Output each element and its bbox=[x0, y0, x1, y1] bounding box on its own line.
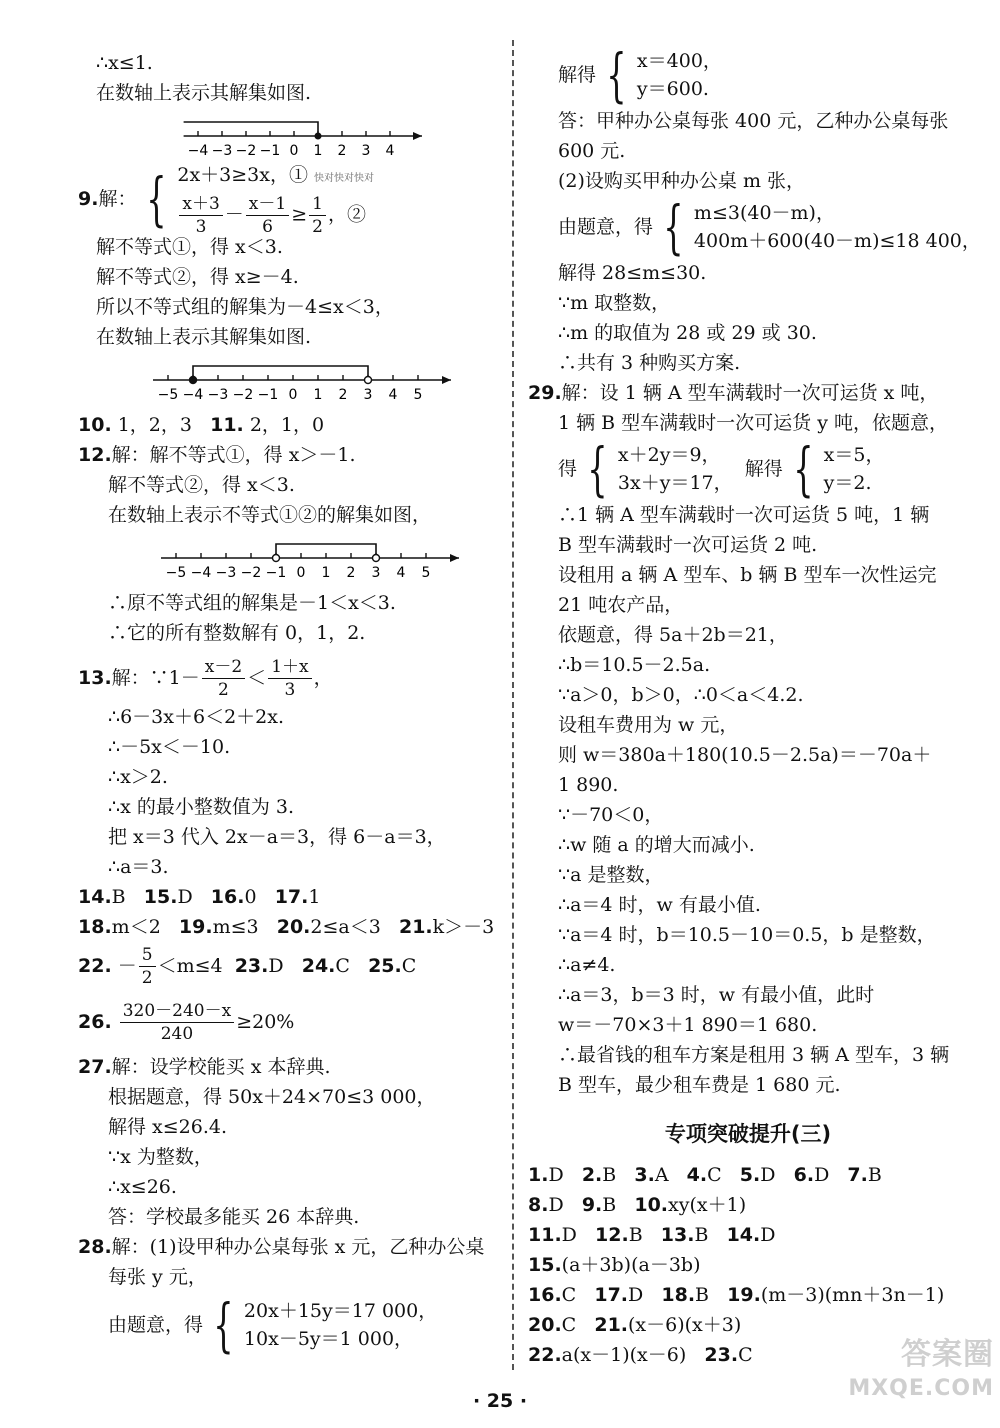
left-column bbox=[78, 48, 498, 1358]
text-line: ∴b＝10.5－2.5a. bbox=[558, 654, 711, 676]
tick-label: −3 bbox=[215, 565, 237, 581]
question-number: 8. bbox=[528, 1194, 549, 1216]
text-line: ∴w 随 a 的增大而减小. bbox=[558, 834, 755, 856]
text-line: ∴x 的最小整数值为 3. bbox=[108, 796, 295, 818]
text-line: ∵－70＜0， bbox=[558, 804, 664, 826]
answer: xy(x＋1) bbox=[668, 1194, 747, 1216]
closed-dot bbox=[315, 133, 322, 140]
question-number: 20. bbox=[276, 916, 311, 938]
text-line: 在数轴上表示其解集如图. bbox=[96, 326, 312, 348]
answer: 1 bbox=[308, 886, 321, 908]
fraction: $\frac{x-1}{6}$ bbox=[246, 193, 289, 238]
question-number: 22. bbox=[528, 1344, 562, 1366]
question-number: 17. bbox=[594, 1284, 629, 1306]
text-line: 29.解：设 1 辆 A 型车满载时一次可运货 x 吨， bbox=[528, 382, 939, 404]
solution-segment bbox=[193, 366, 368, 380]
text-line: 1 890. bbox=[558, 774, 619, 796]
tick-label: 2 bbox=[337, 143, 347, 159]
text-line: ∵a＞0，b＞0，∴0＜a＜4.2. bbox=[558, 684, 804, 706]
text-line: 解不等式②，得 x≥－4. bbox=[96, 266, 299, 288]
open-dot bbox=[273, 555, 280, 562]
question-number: 24. bbox=[301, 955, 336, 977]
text-line: 21 吨农产品， bbox=[558, 594, 684, 616]
text-line: ∴x＞2. bbox=[108, 766, 168, 788]
text-line: ∴它的所有整数解有 0，1，2. bbox=[108, 622, 366, 644]
answer: B bbox=[602, 1194, 617, 1216]
answer-row bbox=[528, 1310, 968, 1340]
answer: D bbox=[268, 955, 284, 977]
inequality-system bbox=[136, 161, 374, 238]
text-line: ∴x≤26. bbox=[108, 1176, 177, 1198]
answer: a(x－1)(x－6) bbox=[561, 1344, 687, 1366]
answer: B bbox=[602, 1164, 617, 1186]
question-number: 23. bbox=[234, 955, 269, 977]
answer-row bbox=[78, 410, 498, 440]
tick-label: −1 bbox=[265, 565, 287, 581]
text-line: 在数轴上表示不等式①②的解集如图， bbox=[108, 504, 432, 526]
fraction: $\frac{x+3}{3}$ bbox=[179, 193, 222, 238]
answer: C bbox=[561, 1314, 577, 1336]
answer: D bbox=[628, 1284, 644, 1306]
answer: (a＋3b)(a－3b) bbox=[561, 1254, 701, 1276]
question-number: 21. bbox=[594, 1314, 629, 1336]
text-line: 根据题意，得 50x＋24×70≤3 000， bbox=[108, 1086, 436, 1108]
answer: C bbox=[738, 1344, 753, 1366]
number-line-2 bbox=[78, 358, 498, 404]
fraction: $\frac{1}{2}$ bbox=[309, 193, 326, 238]
question-number: 10. bbox=[78, 414, 112, 436]
text-line: 解得 28≤m≤30. bbox=[558, 262, 707, 284]
question-number: 3. bbox=[634, 1164, 655, 1186]
axis-arrow bbox=[442, 376, 451, 384]
text-line: 则 w＝380a＋180(10.5－2.5a)＝－70a＋ bbox=[558, 744, 932, 766]
inequality-system: { m≤3(40－m)， 400m＋600(40－m)≤18 400， bbox=[663, 193, 981, 261]
fraction: $\frac{1+x}{3}$ bbox=[268, 656, 311, 701]
question-number: 4. bbox=[686, 1164, 708, 1186]
text-line: ∴6－3x＋6＜2＋2x. bbox=[108, 706, 285, 728]
question-number: 12. bbox=[78, 444, 112, 466]
question-number: 21. bbox=[398, 916, 433, 938]
tick-label: −4 bbox=[182, 387, 204, 403]
answer-row bbox=[528, 1160, 968, 1190]
section-title: 专项突破提升(三) bbox=[664, 1122, 832, 1146]
text-line: ∴a＝3，b＝3 时，w 有最小值，此时 bbox=[558, 984, 875, 1006]
text-line: 设租用 a 辆 A 型车、b 辆 B 型车一次性运完 bbox=[558, 564, 937, 586]
tick-label: 3 bbox=[363, 387, 373, 403]
question-number: 5. bbox=[739, 1164, 761, 1186]
text-line: ∴1 辆 A 型车满载时一次可运货 5 吨，1 辆 bbox=[558, 504, 930, 526]
text-line: ∴原不等式组的解集是－1＜x＜3. bbox=[108, 592, 396, 614]
question-number: 1. bbox=[528, 1164, 549, 1186]
solution-ray bbox=[184, 122, 318, 136]
text-line: w＝－70×3＋1 890＝1 680. bbox=[558, 1014, 818, 1036]
answer: D bbox=[760, 1224, 776, 1246]
question-number: 18. bbox=[78, 916, 112, 938]
tick-label: 4 bbox=[385, 143, 395, 159]
inequality-system-line: 由题意，得 { m≤3(40－m)， 400m＋600(40－m)≤18 400， bbox=[558, 193, 981, 261]
answer-row bbox=[528, 1190, 968, 1220]
overprint-text: 快对快对快对 bbox=[314, 172, 375, 184]
question-number: 26. bbox=[78, 1011, 112, 1033]
page-number: · 25 · bbox=[472, 1390, 528, 1412]
answer: k＞－3 bbox=[432, 916, 495, 938]
text-line: 答：甲种办公桌每张 400 元，乙种办公桌每张 bbox=[558, 110, 949, 132]
answer: C bbox=[335, 955, 350, 977]
number-line-3 bbox=[78, 536, 498, 582]
question-number: 19. bbox=[727, 1284, 761, 1306]
question-number: 16. bbox=[528, 1284, 562, 1306]
text-line: ∵m 取整数， bbox=[558, 292, 671, 314]
text-line: B 型车满载时一次可运货 2 吨. bbox=[558, 534, 818, 556]
answer: m＜2 bbox=[111, 916, 161, 938]
tick-label: −1 bbox=[257, 387, 279, 403]
question-number: 29. bbox=[528, 382, 562, 404]
question-number: 23. bbox=[704, 1344, 739, 1366]
question-number: 11. bbox=[210, 414, 244, 436]
tick-label: 4 bbox=[388, 387, 398, 403]
answer: m≤3 bbox=[212, 916, 259, 938]
column-divider bbox=[512, 40, 514, 1370]
tick-label: 3 bbox=[361, 143, 371, 159]
text-line: 28.解：(1)设甲种办公桌每张 x 元，乙种办公桌 bbox=[78, 1236, 485, 1258]
answer-row bbox=[528, 1280, 968, 1310]
answer: B bbox=[867, 1164, 882, 1186]
answer-row bbox=[528, 1220, 968, 1250]
text-line: ∴a＝3. bbox=[108, 856, 169, 878]
text-line: 所以不等式组的解集为－4≤x＜3， bbox=[96, 296, 394, 318]
answer-row: 26. $\frac{320-240-x}{240}$ ≥20% bbox=[78, 1000, 295, 1044]
text-line: 每张 y 元， bbox=[108, 1266, 207, 1288]
text-line: ∵a 是整数， bbox=[558, 864, 664, 886]
answer: C bbox=[707, 1164, 722, 1186]
solution-system: { x＝5， y＝2. bbox=[793, 435, 885, 503]
tick-label: 3 bbox=[371, 565, 381, 581]
tick-label: −3 bbox=[207, 387, 229, 403]
answer: 1，2，3 bbox=[117, 414, 192, 436]
tick-label: 5 bbox=[413, 387, 423, 403]
text-line: ∵a＝4 时，b＝10.5－10＝0.5，b 是整数， bbox=[558, 924, 936, 946]
text-line: ∴－5x＜－10. bbox=[108, 736, 231, 758]
answer: (x－6)(x＋3) bbox=[628, 1314, 742, 1336]
answer: 2≤a＜3 bbox=[310, 916, 381, 938]
question-13: 13. 解：∵1－ $\frac{x-2}{2}$ ＜ $\frac{1+x}{3}$ ， bbox=[78, 656, 333, 700]
answer-row bbox=[528, 1250, 968, 1280]
question-number: 13. bbox=[78, 667, 112, 689]
axis-arrow bbox=[450, 554, 459, 562]
text-line: 27.解：设学校能买 x 本辞典. bbox=[78, 1056, 331, 1078]
question-number: 6. bbox=[793, 1164, 815, 1186]
answer: B bbox=[628, 1224, 643, 1246]
question-number: 7. bbox=[847, 1164, 868, 1186]
text-line: ∴共有 3 种购买方案. bbox=[558, 352, 741, 374]
tick-label: −1 bbox=[259, 143, 281, 159]
fraction: $\frac{5}{2}$ bbox=[139, 944, 156, 989]
tick-label: −2 bbox=[240, 565, 262, 581]
text-line: 12.解：解不等式①，得 x＞－1. bbox=[78, 444, 356, 466]
answer: 0 bbox=[244, 886, 257, 908]
tick-label: 1 bbox=[321, 565, 331, 581]
tick-label: −4 bbox=[187, 143, 209, 159]
text-line: (2)设购买甲种办公桌 m 张， bbox=[558, 170, 806, 192]
answer: C bbox=[401, 955, 417, 977]
text-line: B 型车，最少租车费是 1 680 元. bbox=[558, 1074, 841, 1096]
closed-dot bbox=[190, 377, 197, 384]
brace: { bbox=[146, 165, 168, 233]
text-line: ∴最省钱的租车方案是租用 3 辆 A 型车，3 辆 bbox=[558, 1044, 950, 1066]
tick-label: 2 bbox=[346, 565, 356, 581]
question-number: 14. bbox=[726, 1224, 761, 1246]
question-number: 9. bbox=[581, 1194, 603, 1216]
axis-arrow bbox=[413, 132, 422, 140]
tick-label: −3 bbox=[211, 143, 233, 159]
question-number: 9. bbox=[78, 188, 99, 210]
question-9 bbox=[78, 163, 498, 237]
answer: (m－3)(mn＋3n－1) bbox=[760, 1284, 945, 1306]
answer: B bbox=[111, 886, 126, 908]
text-line: ∴x≤1. bbox=[96, 52, 153, 74]
equation-system: { x＝400， y＝600. bbox=[606, 41, 722, 109]
text-line: 把 x＝3 代入 2x－a＝3，得 6－a＝3， bbox=[108, 826, 446, 848]
text-line: 设租车费用为 w 元， bbox=[558, 714, 739, 736]
answer: D bbox=[561, 1224, 577, 1246]
text-line: 1 辆 B 型车满载时一次可运货 y 吨，依题意， bbox=[558, 412, 948, 434]
text-line: 解不等式①，得 x＜3. bbox=[96, 236, 283, 258]
system-line-1: 2x＋3≥3x，① 快对快对快对 bbox=[177, 163, 375, 186]
answer: A bbox=[654, 1164, 669, 1186]
text-line: 600 元. bbox=[558, 140, 626, 162]
question-number: 15. bbox=[528, 1254, 562, 1276]
text-line: 依题意，得 5a＋2b＝21， bbox=[558, 624, 788, 646]
answer: D bbox=[814, 1164, 830, 1186]
text-line: 解得 x≤26.4. bbox=[108, 1116, 228, 1138]
question-number: 28. bbox=[78, 1236, 112, 1258]
question-number: 14. bbox=[78, 886, 112, 908]
answer-row: 22. － $\frac{5}{2}$ ＜m≤4 23.D 24.C 25.C bbox=[78, 944, 417, 988]
question-number: 17. bbox=[274, 886, 309, 908]
fraction: $\frac{320-240-x}{240}$ bbox=[120, 1000, 234, 1045]
question-number: 22. bbox=[78, 955, 112, 977]
tick-label: 1 bbox=[313, 387, 323, 403]
open-dot bbox=[373, 555, 380, 562]
question-number: 13. bbox=[660, 1224, 695, 1246]
tick-label: 0 bbox=[296, 565, 306, 581]
system-line-2: $\frac{x+3}{3}$ － $\frac{x-1}{6}$ ≥ $\frac{1}{2}$ ，② bbox=[177, 193, 374, 238]
solution-system-line: 解得 { x＝400， y＝600. bbox=[558, 41, 722, 109]
answer: C bbox=[561, 1284, 577, 1306]
equation-system: { x＋2y＝9， 3x＋y＝17， bbox=[587, 435, 733, 503]
answer-row bbox=[78, 912, 498, 942]
question-number: 16. bbox=[210, 886, 245, 908]
tick-label: 0 bbox=[288, 387, 298, 403]
text-line: ∴a≠4. bbox=[558, 954, 616, 976]
question-number: 2. bbox=[581, 1164, 603, 1186]
question-number: 20. bbox=[528, 1314, 562, 1336]
tick-label: −2 bbox=[235, 143, 257, 159]
text-line: ∴m 的取值为 28 或 29 或 30. bbox=[558, 322, 817, 344]
answer-group bbox=[235, 951, 417, 981]
answer-row bbox=[78, 882, 498, 912]
tick-label: −2 bbox=[232, 387, 254, 403]
question-number: 12. bbox=[595, 1224, 629, 1246]
equation-system-line: 由题意，得 { 20x＋15y＝17 000， 10x－5y＝1 000， bbox=[108, 1291, 438, 1359]
question-number: 27. bbox=[78, 1056, 112, 1078]
text-lead: 解： bbox=[98, 188, 137, 210]
answer: D bbox=[177, 886, 193, 908]
watermark-logo: 答案圈 MXQE.COM bbox=[848, 1337, 994, 1401]
tick-label: −5 bbox=[157, 387, 179, 403]
answer: B bbox=[694, 1224, 709, 1246]
answer: 2，1，0 bbox=[249, 414, 325, 436]
answer: B bbox=[695, 1284, 710, 1306]
text-line: ∴a＝4 时，w 有最小值. bbox=[558, 894, 761, 916]
question-number: 18. bbox=[661, 1284, 696, 1306]
open-dot bbox=[365, 377, 372, 384]
number-line-1 bbox=[78, 114, 498, 160]
question-number: 10. bbox=[634, 1194, 669, 1216]
question-number: 15. bbox=[143, 886, 178, 908]
tick-label: −5 bbox=[165, 565, 187, 581]
answer: D bbox=[548, 1194, 564, 1216]
text-line: ∵x 为整数， bbox=[108, 1146, 213, 1168]
text-line: 在数轴上表示其解集如图. bbox=[96, 82, 312, 104]
question-number: 25. bbox=[368, 955, 402, 977]
answer: D bbox=[760, 1164, 776, 1186]
text-line: 解不等式②，得 x＜3. bbox=[108, 474, 295, 496]
answer: D bbox=[548, 1164, 564, 1186]
tick-label: −4 bbox=[190, 565, 212, 581]
equation-system: { 20x＋15y＝17 000， 10x－5y＝1 000， bbox=[213, 1291, 438, 1359]
fraction: $\frac{x-2}{2}$ bbox=[202, 656, 245, 701]
equation-system-line: 得 { x＋2y＝9， 3x＋y＝17， 解得 { x＝5， y＝2. bbox=[558, 435, 885, 503]
text-line: 答：学校最多能买 26 本辞典. bbox=[108, 1206, 360, 1228]
tick-label: 0 bbox=[289, 143, 299, 159]
question-number: 11. bbox=[528, 1224, 562, 1246]
tick-label: 5 bbox=[421, 565, 431, 581]
question-number: 19. bbox=[178, 916, 213, 938]
tick-label: 4 bbox=[396, 565, 406, 581]
right-column bbox=[528, 41, 981, 1370]
tick-label: 1 bbox=[313, 143, 323, 159]
tick-label: 2 bbox=[338, 387, 348, 403]
